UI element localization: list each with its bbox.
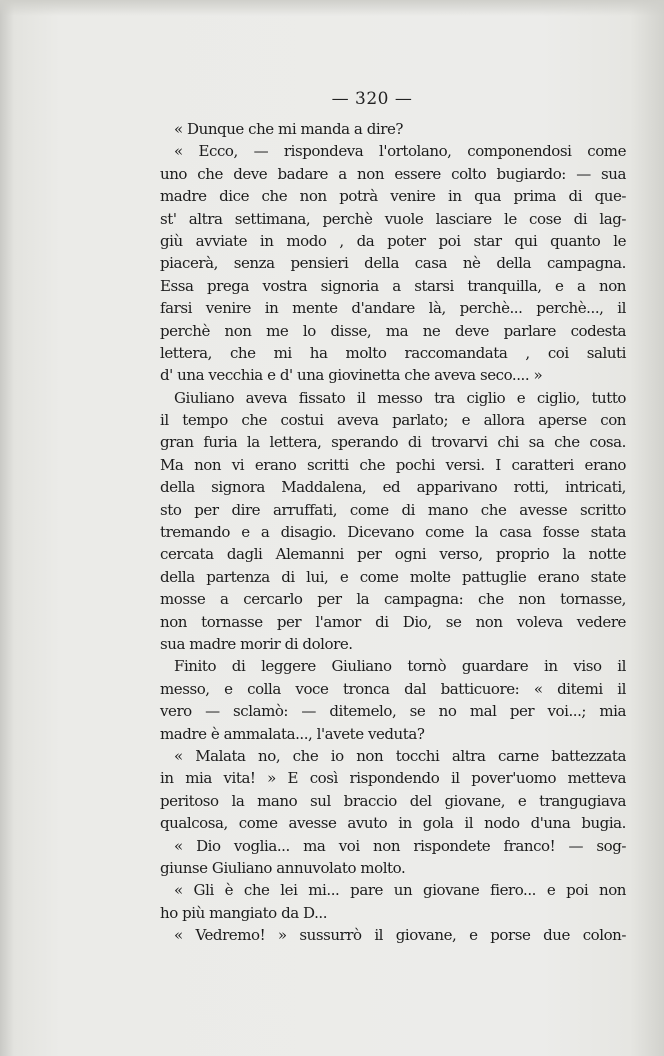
text-line: messo, e colla voce tronca dal batticuore: « ditemi il bbox=[160, 679, 626, 698]
text-line: vero — sclamò: — ditemelo, se no mal per voi...; mia bbox=[160, 702, 626, 721]
text-line: Ma non vi erano scritti che pochi versi. I caratteri erano bbox=[160, 455, 626, 474]
text-line: giù avviate in modo , da poter poi star qui quanto le bbox=[160, 231, 626, 250]
text-line: non tornasse per l'amor di Dio, se non voleva vedere bbox=[160, 612, 626, 631]
body-text bbox=[160, 118, 626, 946]
text-line: uno che deve badare a non essere colto bugiardo: — sua bbox=[160, 164, 626, 183]
text-line: « Vedremo! » sussurrò il giovane, e porse due colon- bbox=[174, 926, 626, 945]
text-line: « Ecco, — rispondeva l'ortolano, componendosi come bbox=[174, 142, 626, 161]
text-line: il tempo che costui aveva parlato; e allora aperse con bbox=[160, 411, 626, 430]
text-line: Finito di leggere Giuliano tornò guardare in viso il bbox=[174, 657, 626, 676]
text-line: gran furia la lettera, sperando di trovarvi chi sa che cosa. bbox=[160, 433, 626, 452]
text-line: madre è ammalata..., l'avete veduta? bbox=[160, 724, 425, 743]
text-line: « Malata no, che io non tocchi altra carne battezzata bbox=[174, 746, 626, 765]
text-line: « Dunque che mi manda a dire? bbox=[174, 120, 403, 138]
text-line: perchè non me lo disse, ma ne deve parlare codesta bbox=[160, 321, 626, 340]
text-line: « Gli è che lei mi... pare un giovane fiero... e poi non bbox=[174, 881, 626, 900]
text-line: della signora Maddalena, ed apparivano rotti, intricati, bbox=[160, 478, 626, 497]
text-line: « Dio voglia... ma voi non rispondete franco! — sog- bbox=[174, 836, 626, 855]
text-line: sua madre morir di dolore. bbox=[160, 634, 353, 653]
text-line: peritoso la mano sul braccio del giovane, e trangugiava bbox=[160, 791, 626, 810]
text-line: Essa prega vostra signoria a starsi tranquilla, e a non bbox=[160, 276, 626, 295]
text-line: qualcosa, come avesse avuto in gola il nodo d'una bugia. bbox=[160, 814, 626, 833]
text-line: mosse a cercarlo per la campagna: che non tornasse, bbox=[160, 590, 626, 609]
text-line: piacerà, senza pensieri della casa nè della campagna. bbox=[160, 254, 626, 273]
text-line: tremando e a disagio. Dicevano come la casa fosse stata bbox=[160, 523, 626, 542]
text-line: Giuliano aveva fissato il messo tra ciglio e ciglio, tutto bbox=[174, 388, 626, 407]
text-line: della partenza di lui, e come molte pattuglie erano state bbox=[160, 567, 626, 586]
text-line: lettera, che mi ha molto raccomandata , coi saluti bbox=[160, 343, 626, 362]
page-number: — 320 — bbox=[331, 89, 413, 109]
text-line: ho più mangiato da D... bbox=[160, 903, 328, 922]
text-line: giunse Giuliano annuvolato molto. bbox=[160, 858, 406, 877]
text-line: st' altra settimana, perchè vuole lasciare le cose di lag- bbox=[160, 209, 626, 228]
text-line: sto per dire arruffati, come di mano che avesse scritto bbox=[160, 500, 626, 519]
text-line: cercata dagli Alemanni per ogni verso, proprio la notte bbox=[160, 545, 626, 564]
text-line: in mia vita! » E così rispondendo il pover'uomo metteva bbox=[160, 769, 626, 788]
text-line: d' una vecchia e d' una giovinetta che aveva seco.... » bbox=[160, 366, 543, 385]
text-line: madre dice che non potrà venire in qua prima di que- bbox=[160, 187, 626, 206]
text-line: farsi venire in mente d'andare là, perchè... perchè..., il bbox=[160, 299, 626, 318]
